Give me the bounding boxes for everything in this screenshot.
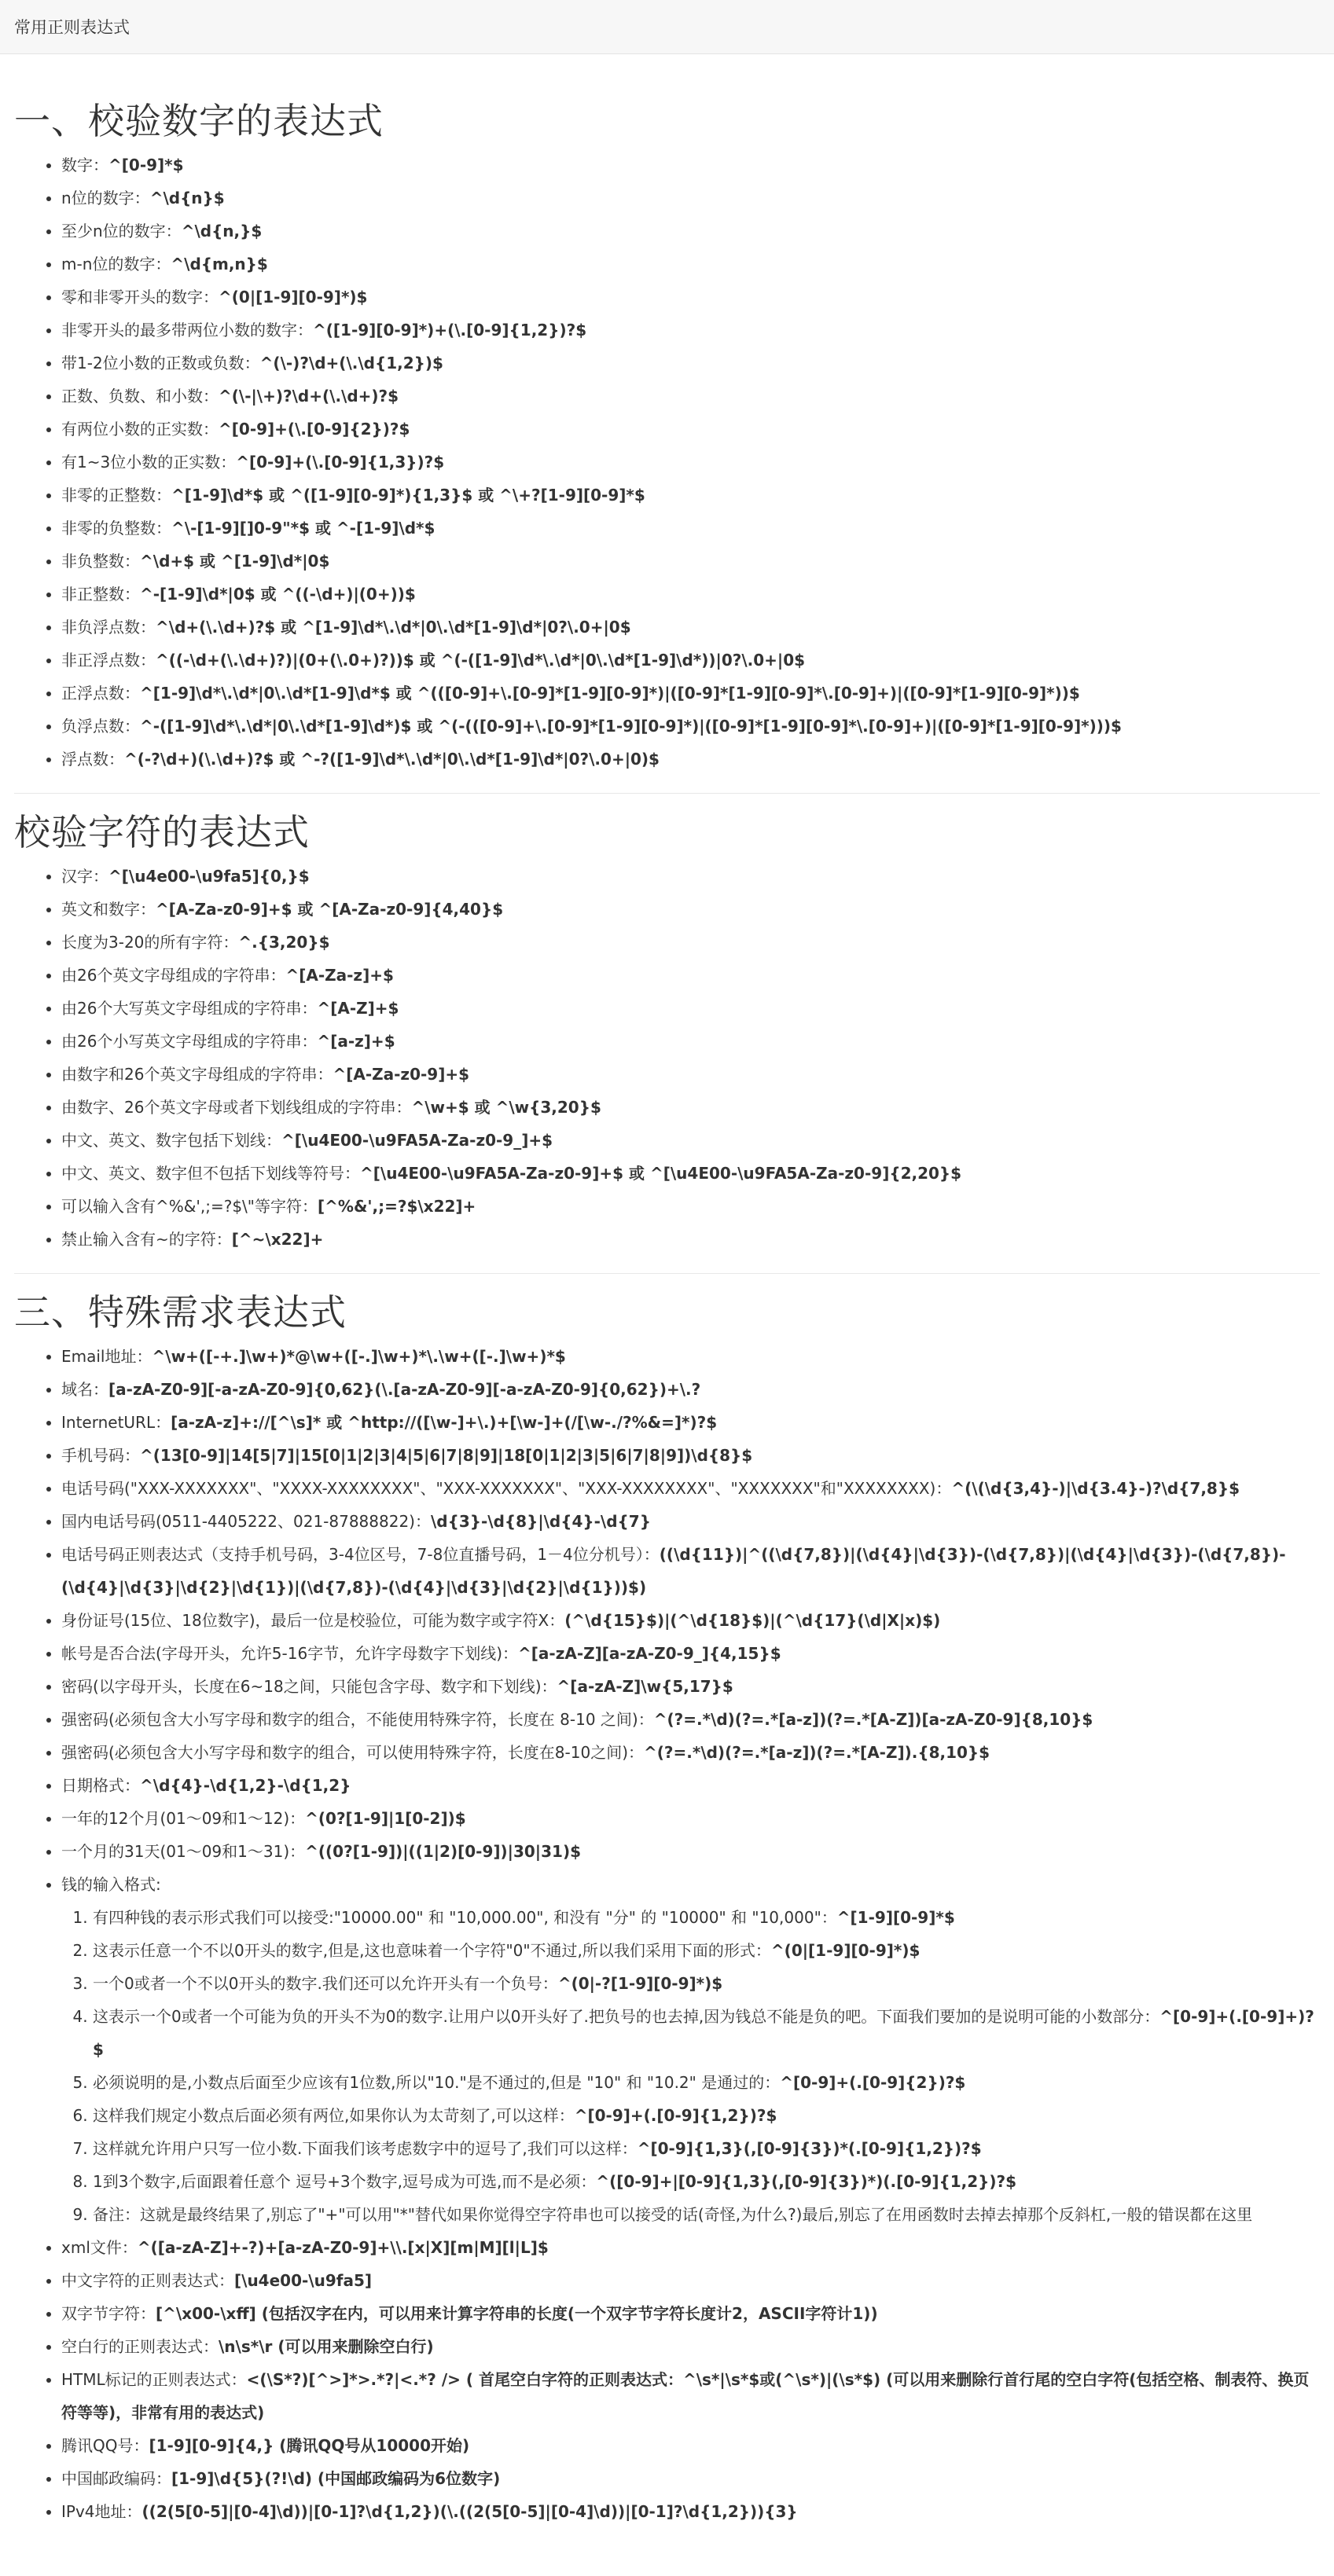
list-item xyxy=(61,959,1320,992)
section-heading-characters: 校验字符的表达式 xyxy=(14,811,310,853)
regex-code: ((\d{11})|^((\d{7,8})|(\d{4}|\d{3})-(\d{7,8})|(\d{4}|\d{3})-(\d{7,8})-(\d{4}|\d{3}|\d{2}|\d{1})|(\d{7,8})-(\d{4}|\d{3}|\d{2}|\d{1}))$) xyxy=(61,1545,1286,1597)
item-label: xml文件： xyxy=(61,2238,138,2257)
item-label: 由数字、26个英文字母或者下划线组成的字符串： xyxy=(61,1098,412,1117)
list-item xyxy=(61,545,1320,578)
list-item xyxy=(61,743,1320,776)
regex-code: ^((0?[1-9])|((1|2)[0-9])|30|31)$ xyxy=(305,1842,581,1861)
regex-code: ^[1-9]\d*\.\d*|0\.\d*[1-9]\d*$ 或 ^(([0-9]+\.[0-9]*[1-9][0-9]*)|([0-9]*[1-9][0-9]*\.[0-9]+)|([0-9]*[1-9][0-9]*))$ xyxy=(140,684,1080,703)
regex-code: ^[A-Za-z0-9]+$ 或 ^[A-Za-z0-9]{4,40}$ xyxy=(156,900,504,919)
item-label: 一个0或者一个不以0开头的数字.我们还可以允许开头有一个负号： xyxy=(93,1974,558,1993)
list-item xyxy=(93,1934,1320,1967)
item-label: 帐号是否合法(字母开头，允许5-16字节，允许字母数字下划线)： xyxy=(61,1644,518,1663)
regex-code: ^(\(\d{3,4}-)|\d{3.4}-)?\d{7,8}$ xyxy=(951,1479,1240,1498)
regex-code: ^[0-9]{1,3}(,[0-9]{3})*(.[0-9]{1,2})?$ xyxy=(637,2139,982,2158)
article-body xyxy=(0,54,1334,2528)
list-item xyxy=(61,380,1320,413)
item-label: 域名： xyxy=(61,1380,108,1399)
list-item xyxy=(93,2000,1320,2066)
item-label: 这样就允许用户只写一位小数.下面我们该考虑数字中的逗号了,我们可以这样： xyxy=(93,2139,638,2158)
item-label: 这表示一个0或者一个可能为负的开头不为0的数字.让用户以0开头好了.把负号的也去掉,因为钱总不能是负的吧。下面我们要加的是说明可能的小数部分： xyxy=(93,2007,1160,2026)
regex-code: ^((-\d+(\.\d+)?)|(0+(\.0+)?))$ 或 ^(-([1-9]\d*\.\d*|0\.\d*[1-9]\d*))|0?\.0+|0$ xyxy=(156,651,806,670)
regex-code: [^~\x22]+ xyxy=(231,1230,324,1249)
regex-code: ^(\-)?\d+(\.\d{1,2})$ xyxy=(259,354,443,372)
regex-code: ^\d{n,}$ xyxy=(181,222,263,240)
item-label: 强密码(必须包含大小写字母和数字的组合，不能使用特殊字符，长度在 8-10 之间)： xyxy=(61,1710,654,1729)
item-label: 必须说明的是,小数点后面至少应该有1位数,所以"10."是不通过的,但是 "10" 和 "10.2" 是通过的： xyxy=(93,2073,781,2092)
item-label: 非正浮点数： xyxy=(61,651,156,670)
item-label: 备注：这就是最终结果了,别忘了"+"可以用"*"替代如果你觉得空字符串也可以接受的话(奇怪,为什么?)最后,别忘了在用函数时去掉去掉那个反斜杠,一般的错误都在这里 xyxy=(93,2205,1253,2224)
item-label: 手机号码： xyxy=(61,1446,140,1465)
item-label: 可以输入含有^%&',;=?$\"等字符： xyxy=(61,1197,318,1216)
list-item xyxy=(61,644,1320,677)
list-item xyxy=(61,1835,1320,1868)
item-label: 零和非零开头的数字： xyxy=(61,288,219,306)
regex-code: ^\d{m,n}$ xyxy=(171,255,268,273)
item-label: 身份证号(15位、18位数字)，最后一位是校验位，可能为数字或字符X： xyxy=(61,1611,565,1630)
regex-code: ^[A-Za-z]+$ xyxy=(285,966,394,985)
regex-code: \n\s*\r (可以用来删除空白行) xyxy=(219,2337,434,2356)
list-item xyxy=(61,677,1320,710)
list-item xyxy=(61,1703,1320,1736)
list-item xyxy=(61,1538,1320,1604)
regex-code: ^\d+(\.\d+)?$ 或 ^[1-9]\d*\.\d*|0\.\d*[1-9]\d*|0?\.0+|0$ xyxy=(156,618,631,637)
item-label: 中文、英文、数字包括下划线： xyxy=(61,1131,281,1150)
regex-code: ^[0-9]+(.[0-9]{1,2})?$ xyxy=(574,2106,777,2125)
regex-code: ^(\-|\+)?\d+(\.\d+)?$ xyxy=(219,387,399,405)
regex-code: ^\w+([-+.]\w+)*@\w+([-.]\w+)*\.\w+([-.]\w+)*$ xyxy=(152,1347,566,1366)
list-item xyxy=(93,2066,1320,2099)
item-label: 正数、负数、和小数： xyxy=(61,387,219,405)
list-item xyxy=(61,1091,1320,1124)
regex-code: ^[a-zA-Z]\w{5,17}$ xyxy=(557,1677,733,1696)
regex-code: ^[\u4e00-\u9fa5]{0,}$ xyxy=(108,867,310,886)
item-label: 非零开头的最多带两位小数的数字： xyxy=(61,321,313,339)
section-heading-special: 三、特殊需求表达式 xyxy=(14,1291,347,1334)
item-label: 空白行的正则表达式： xyxy=(61,2337,219,2356)
list-item xyxy=(61,1769,1320,1802)
list-item xyxy=(93,1901,1320,1934)
item-label: 电话号码正则表达式（支持手机号码，3-4位区号，7-8位直播号码，1－4位分机号）： xyxy=(61,1545,660,1564)
list-item xyxy=(61,479,1320,512)
regex-code: ^\d{n}$ xyxy=(149,189,225,207)
list-item xyxy=(93,2132,1320,2165)
item-label: 至少n位的数字： xyxy=(61,222,182,240)
regex-code: ^(?=.*\d)(?=.*[a-z])(?=.*[A-Z])[a-zA-Z0-9]{8,10}$ xyxy=(653,1710,1093,1729)
item-label: 腾讯QQ号： xyxy=(61,2436,149,2455)
item-label: 浮点数： xyxy=(61,750,124,769)
regex-code: ^\d{4}-\d{1,2}-\d{1,2} xyxy=(140,1776,351,1795)
character-regex-list xyxy=(14,860,1320,1256)
list-item xyxy=(61,1406,1320,1439)
list-item xyxy=(61,2462,1320,2495)
section-heading-numbers: 一、校验数字的表达式 xyxy=(14,100,384,142)
item-label: 中文、英文、数字但不包括下划线等符号： xyxy=(61,1164,360,1183)
item-label: 1到3个数字,后面跟着任意个 逗号+3个数字,逗号成为可选,而不是必须： xyxy=(93,2172,597,2191)
regex-code: ^(0|[1-9][0-9]*)$ xyxy=(219,288,368,306)
item-label: n位的数字： xyxy=(61,189,150,207)
item-label: 强密码(必须包含大小写字母和数字的组合，可以使用特殊字符，长度在8-10之间)： xyxy=(61,1743,644,1762)
list-item xyxy=(61,1802,1320,1835)
regex-code: ^[0-9]*$ xyxy=(108,156,184,174)
list-item xyxy=(61,1604,1320,1637)
item-label: 正浮点数： xyxy=(61,684,140,703)
regex-code: ^[\u4E00-\u9FA5A-Za-z0-9_]+$ xyxy=(281,1131,553,1150)
list-item xyxy=(61,926,1320,959)
item-label: 由26个大写英文字母组成的字符串： xyxy=(61,999,318,1018)
list-item xyxy=(61,1439,1320,1472)
regex-code: <(\S*?)[^>]*>.*?|<.*? /> ( 首尾空白字符的正则表达式：^\s*|\s*$或(^\s*)|(\s*$) (可以用来删除行首行尾的空白字符(包括空格、制表符、换页符等等)，非常有用的表达式) xyxy=(61,2370,1310,2422)
regex-code: ^([a-zA-Z]+-?)+[a-zA-Z0-9]+\\.[x|X][m|M][l|L]$ xyxy=(137,2238,549,2257)
list-item xyxy=(61,860,1320,893)
regex-code: ^[a-zA-Z][a-zA-Z0-9_]{4,15}$ xyxy=(518,1644,781,1663)
list-item xyxy=(61,1157,1320,1190)
item-label: 带1-2位小数的正数或负数： xyxy=(61,354,260,372)
item-label: 非负整数： xyxy=(61,552,140,571)
regex-code: ^[0-9]+(\.[0-9]{1,3})?$ xyxy=(236,453,445,472)
regex-code: ^(13[0-9]|14[5|7]|15[0|1|2|3|4|5|6|7|8|9]|18[0|1|2|3|5|6|7|8|9])\d{8}$ xyxy=(140,1446,753,1465)
regex-code: ^[1-9][0-9]*$ xyxy=(836,1908,955,1927)
list-item xyxy=(61,1670,1320,1703)
regex-code: ^(0|-?[1-9][0-9]*)$ xyxy=(557,1974,723,1993)
list-item xyxy=(61,1190,1320,1223)
list-item xyxy=(61,281,1320,314)
list-item xyxy=(93,1967,1320,2000)
list-item xyxy=(61,893,1320,926)
item-label: 非正整数： xyxy=(61,585,140,604)
item-label: 负浮点数： xyxy=(61,717,140,736)
item-label: InternetURL： xyxy=(61,1413,171,1432)
regex-code: ^[0-9]+(\.[0-9]{2})?$ xyxy=(219,420,410,439)
list-item xyxy=(61,2363,1320,2429)
regex-code: ^.{3,20}$ xyxy=(238,933,330,952)
item-label: 日期格式： xyxy=(61,1776,140,1795)
item-label: Email地址： xyxy=(61,1347,153,1366)
item-label: 这样我们规定小数点后面必须有两位,如果你认为太苛刻了,可以这样： xyxy=(93,2106,575,2125)
list-item xyxy=(61,2429,1320,2462)
list-item xyxy=(61,1025,1320,1058)
item-label: 这表示任意一个不以0开头的数字,但是,这也意味着一个字符"0"不通过,所以我们采用下面的形式： xyxy=(93,1941,771,1960)
regex-code: (^\d{15}$)|(^\d{18}$)|(^\d{17}(\d|X|x)$) xyxy=(564,1611,941,1630)
list-item xyxy=(61,2231,1320,2264)
regex-code: ^(-?\d+)(\.\d+)?$ 或 ^-?([1-9]\d*\.\d*|0\.\d*[1-9]\d*|0?\.0+|0)$ xyxy=(124,750,660,769)
item-label: 英文和数字： xyxy=(61,900,156,919)
money-format-list xyxy=(61,1901,1320,2231)
number-regex-list xyxy=(14,149,1320,776)
item-label: 有两位小数的正实数： xyxy=(61,420,219,439)
list-item xyxy=(61,248,1320,281)
list-item xyxy=(61,992,1320,1025)
regex-code: ^-[1-9]\d*|0$ 或 ^((-\d+)|(0+))$ xyxy=(140,585,416,604)
list-item xyxy=(61,611,1320,644)
item-label: 一年的12个月(01～09和1～12)： xyxy=(61,1809,306,1828)
regex-code: ^[1-9]\d*$ 或 ^([1-9][0-9]*){1,3}$ 或 ^\+?[1-9][0-9]*$ xyxy=(171,486,645,505)
regex-code: [^%&',;=?$\x22]+ xyxy=(318,1197,476,1216)
item-label: 有1~3位小数的正实数： xyxy=(61,453,237,472)
item-label: 中文字符的正则表达式： xyxy=(61,2271,234,2290)
item-label: 电话号码("XXX-XXXXXXX"、"XXXX-XXXXXXXX"、"XXX-XXXXXXX"、"XXX-XXXXXXXX"、"XXXXXXX"和"XXXXXXXX)： xyxy=(61,1479,952,1498)
regex-code: [1-9][0-9]{4,} (腾讯QQ号从10000开始) xyxy=(149,2436,470,2455)
regex-code: ^([0-9]+|[0-9]{1,3}(,[0-9]{3})*)(.[0-9]{1,2})?$ xyxy=(596,2172,1017,2191)
item-label: 禁止输入含有~的字符： xyxy=(61,1230,232,1249)
list-item xyxy=(61,1223,1320,1256)
list-item xyxy=(61,1373,1320,1406)
regex-code: ^[A-Za-z0-9]+$ xyxy=(333,1065,470,1084)
list-item xyxy=(61,2297,1320,2330)
regex-code: ^\-[1-9][]0-9"*$ 或 ^-[1-9]\d*$ xyxy=(171,519,435,538)
special-regex-list xyxy=(14,1340,1320,2528)
item-label: 双字节字符： xyxy=(61,2304,156,2323)
list-item xyxy=(61,413,1320,446)
list-item xyxy=(93,2198,1320,2231)
list-item xyxy=(61,710,1320,743)
list-item xyxy=(93,2165,1320,2198)
page-title: 常用正则表达式 xyxy=(14,18,130,37)
list-item xyxy=(61,1472,1320,1505)
regex-code: [a-zA-Z0-9][-a-zA-Z0-9]{0,62}(\.[a-zA-Z0-9][-a-zA-Z0-9]{0,62})+\.? xyxy=(108,1380,701,1399)
item-label: 非零的正整数： xyxy=(61,486,171,505)
item-label: 由26个英文字母组成的字符串： xyxy=(61,966,286,985)
money-format-item xyxy=(61,1868,1320,2231)
list-item xyxy=(61,512,1320,545)
item-label: HTML标记的正则表达式： xyxy=(61,2370,247,2389)
regex-code: \d{3}-\d{8}|\d{4}-\d{7} xyxy=(430,1512,651,1531)
item-label: 汉字： xyxy=(61,867,108,886)
regex-code: ^[a-z]+$ xyxy=(317,1032,395,1051)
list-item xyxy=(93,2099,1320,2132)
item-label: 中国邮政编码： xyxy=(61,2469,171,2488)
item-label: m-n位的数字： xyxy=(61,255,171,273)
item-label: 由数字和26个英文字母组成的字符串： xyxy=(61,1065,333,1084)
item-label: 非负浮点数： xyxy=(61,618,156,637)
regex-code: ^-([1-9]\d*\.\d*|0\.\d*[1-9]\d*)$ 或 ^(-(([0-9]+\.[0-9]*[1-9][0-9]*)|([0-9]*[1-9][0-9]*\.[0-9]+)|([0-9]*[1-9][0-9]*)))$ xyxy=(140,717,1122,736)
item-label: 非零的负整数： xyxy=(61,519,171,538)
list-item xyxy=(61,2330,1320,2363)
list-item xyxy=(61,215,1320,248)
regex-code: ^[\u4E00-\u9FA5A-Za-z0-9]+$ 或 ^[\u4E00-\u9FA5A-Za-z0-9]{2,20}$ xyxy=(360,1164,962,1183)
regex-code: ^\w+$ 或 ^\w{3,20}$ xyxy=(411,1098,601,1117)
item-label: 由26个小写英文字母组成的字符串： xyxy=(61,1032,318,1051)
item-label: 有四种钱的表示形式我们可以接受:"10000.00" 和 "10,000.00", 和没有 "分" 的 "10000" 和 "10,000"： xyxy=(93,1908,837,1927)
list-item xyxy=(61,347,1320,380)
regex-code: [1-9]\d{5}(?!\d) (中国邮政编码为6位数字) xyxy=(171,2469,501,2488)
list-item xyxy=(61,182,1320,215)
regex-code: [^\x00-\xff] (包括汉字在内，可以用来计算字符串的长度(一个双字节字符长度计2，ASCII字符计1)) xyxy=(156,2304,878,2323)
list-item xyxy=(61,446,1320,479)
list-item xyxy=(61,149,1320,182)
item-label: 长度为3-20的所有字符： xyxy=(61,933,239,952)
item-label: 数字： xyxy=(61,156,108,174)
list-item xyxy=(61,1505,1320,1538)
regex-code: ^([1-9][0-9]*)+(\.[0-9]{1,2})?$ xyxy=(313,321,587,339)
regex-code: ((2(5[0-5]|[0-4]\d))|[0-1]?\d{1,2})(\.((2(5[0-5]|[0-4]\d))|[0-1]?\d{1,2})){3} xyxy=(141,2502,798,2521)
regex-code: ^[A-Z]+$ xyxy=(317,999,399,1018)
item-label: IPv4地址： xyxy=(61,2502,142,2521)
item-label: 国内电话号码(0511-4405222、021-87888822)： xyxy=(61,1512,431,1531)
list-item xyxy=(61,314,1320,347)
item-label: 一个月的31天(01～09和1～31)： xyxy=(61,1842,306,1861)
list-item xyxy=(61,1340,1320,1373)
regex-code: [\u4e00-\u9fa5] xyxy=(234,2271,373,2290)
list-item xyxy=(61,2264,1320,2297)
regex-code: ^\d+$ 或 ^[1-9]\d*|0$ xyxy=(140,552,330,571)
regex-code: ^(0?[1-9]|1[0-2])$ xyxy=(305,1809,466,1828)
list-item xyxy=(61,1736,1320,1769)
list-item xyxy=(61,1124,1320,1157)
item-label: 钱的输入格式: xyxy=(61,1875,161,1894)
list-item xyxy=(61,2495,1320,2528)
regex-code: ^(0|[1-9][0-9]*)$ xyxy=(770,1941,921,1960)
list-item xyxy=(61,578,1320,611)
item-label: 密码(以字母开头，长度在6~18之间，只能包含字母、数字和下划线)： xyxy=(61,1677,557,1696)
regex-code: ^[0-9]+(.[0-9]{2})?$ xyxy=(780,2073,966,2092)
regex-code: [a-zA-z]+://[^\s]* 或 ^http://([\w-]+\.)+[\w-]+(/[\w-./?%&=]*)?$ xyxy=(171,1413,718,1432)
page-header-bar xyxy=(0,0,1334,54)
regex-code: ^[0-9]+(.[0-9]+)?$ xyxy=(93,2007,1314,2059)
list-item xyxy=(61,1058,1320,1091)
list-item xyxy=(61,1637,1320,1670)
regex-code: ^(?=.*\d)(?=.*[a-z])(?=.*[A-Z]).{8,10}$ xyxy=(644,1743,990,1762)
